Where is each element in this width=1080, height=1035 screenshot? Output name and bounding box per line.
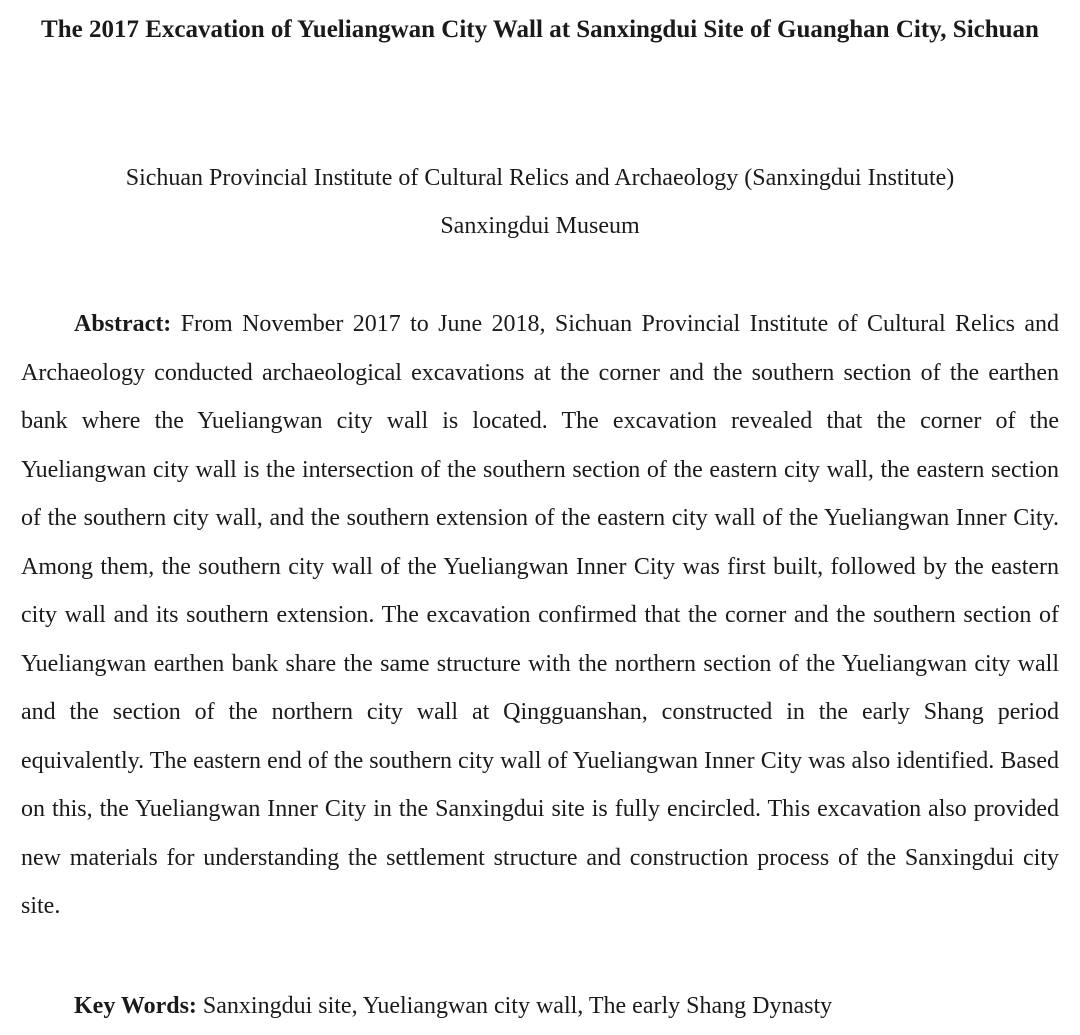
- affiliation-museum: Sanxingdui Museum: [440, 213, 640, 239]
- abstract-label: Abstract:: [74, 311, 172, 337]
- affiliation-institute: Sichuan Provincial Institute of Cultural Relics and Archaeology (Sanxingdui Institute): [125, 165, 955, 191]
- page-title: The 2017 Excavation of Yueliangwan City Wall at Sanxingdui Site of Guanghan City, Sichuan: [41, 16, 1039, 43]
- keywords-label: Key Words:: [74, 993, 197, 1019]
- keywords-paragraph: [21, 982, 1059, 1030]
- abstract-paragraph: [21, 300, 1059, 931]
- abstract-text: From November 2017 to June 2018, Sichuan Provincial Institute of Cultural Relics and Archaeology conducted archaeological excavations at the corner and the southern section of the earthen bank where the Yueliangwan city wall is located. The excavation revealed that the corner of the Yueliangwan city wall is the intersection of the southern section of the eastern city wall, the eastern section of the southern city wall, and the southern extension of the eastern city wall of the Yueliangwan Inner City. Among them, the southern city wall of the Yueliangwan Inner City was first built, followed by the eastern city wall and its southern extension. The excavation confirmed that the corner and the southern section of Yueliangwan earthen bank share the same structure with the northern section of the Yueliangwan city wall and the section of the northern city wall at Qingguanshan, constructed in the early Shang period equivalently. The eastern end of the southern city wall of Yueliangwan Inner City was also identified. Based on this, the Yueliangwan Inner City in the Sanxingdui site is fully encircled. This excavation also provided new materials for understanding the settlement structure and construction process of the Sanxingdui city site.: [21, 311, 1059, 919]
- keywords-text: Sanxingdui site, Yueliangwan city wall, The early Shang Dynasty: [202, 993, 833, 1019]
